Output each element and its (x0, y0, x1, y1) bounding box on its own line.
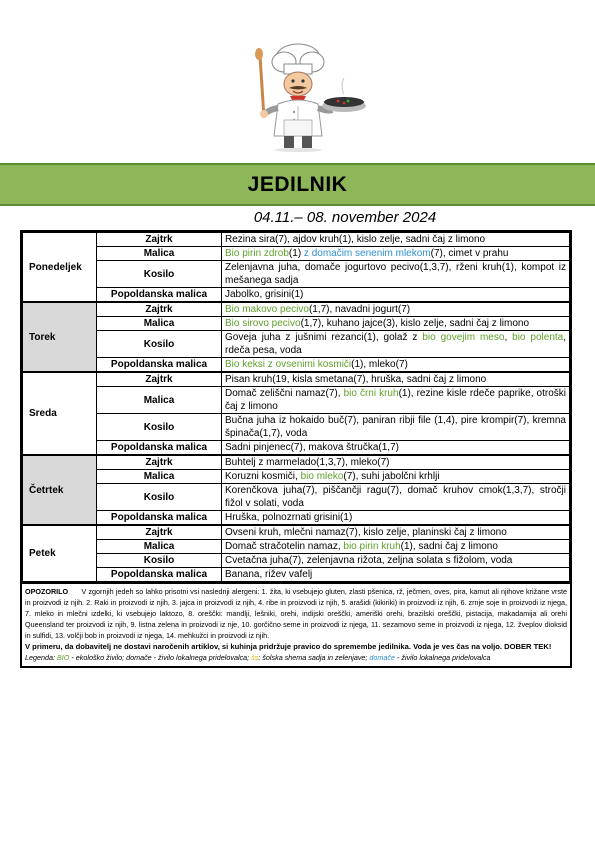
legend-label: Legenda: (25, 653, 55, 662)
bio-item: bio pirin kruh (343, 541, 401, 552)
meal-label: Zajtrk (97, 455, 222, 470)
dish-text (222, 261, 570, 288)
legend-local-text: - živilo lokalnega pridelovalca (395, 653, 491, 662)
dish-text (222, 470, 570, 484)
menu-row (23, 261, 570, 288)
dish-part: (1), mleko(7) (351, 359, 408, 370)
meal-label: Popoldanska malica (97, 568, 222, 582)
dish-part: (7), suhi jabolčni krhlji (343, 471, 440, 482)
chef-illustration (236, 40, 366, 152)
menu-row (23, 554, 570, 568)
dish-text (222, 441, 570, 456)
dish-part: Buhtelj z marmelado(1,3,7), mleko(7) (225, 457, 390, 468)
legend-ss-text: : šolska shema sadja in zelenjave; (258, 653, 370, 662)
legend (25, 652, 567, 663)
dish-part: Pisan kruh(19, kisla smetana(7), hruška, sadni čaj z limono (225, 374, 487, 385)
meal-label: Zajtrk (97, 233, 222, 247)
dish-part: Hruška, polnozrnati grisini(1) (225, 512, 353, 523)
bio-item: bio govejim meso (422, 332, 505, 343)
day-name: Torek (23, 302, 97, 372)
local-item: z domačim senenim mlekom (303, 248, 431, 259)
menu-table-body (23, 233, 570, 582)
dish-part: (1), rezine kisle rdeče paprike, otroški čaj z limono (225, 388, 567, 412)
dish-text (222, 387, 570, 414)
meal-label: Popoldanska malica (97, 511, 222, 526)
dish-part: (1), sadni čaj z limono (400, 541, 498, 552)
meal-label: Kosilo (97, 414, 222, 441)
allergen-notice (25, 586, 567, 641)
meal-label: Kosilo (97, 261, 222, 288)
menu-row (23, 484, 570, 511)
bio-item: bio črni kruh (343, 388, 399, 399)
dish-part: Cvetačna juha(7), zelenjavna rižota, zeljna solata s fižolom, voda (225, 555, 513, 566)
dish-part: Ovseni kruh, mlečni namaz(7), kislo zelje, planinski čaj z limono (225, 527, 507, 538)
legend-bio-text: - ekološko živilo; domače - živilo lokalnega pridelovalca; (69, 653, 252, 662)
dish-part: (1,7), navadni jogurt(7) (308, 304, 411, 315)
dish-part: (1,7), kuhano jajce(3), kislo zelje, sadni čaj z limono (300, 318, 530, 329)
bio-item: Bio makovo pecivo (225, 304, 309, 315)
menu-row (23, 302, 570, 317)
dish-part: , (504, 332, 513, 343)
menu-row (23, 470, 570, 484)
meal-label: Zajtrk (97, 302, 222, 317)
dish-part: Rezina sira(7), ajdov kruh(1), kislo zelje, sadni čaj z limono (225, 234, 486, 245)
dish-text (222, 288, 570, 303)
page-title: JEDILNIK (247, 172, 348, 196)
dish-part: Jabolko, grisini(1) (225, 289, 304, 300)
day-name: Ponedeljek (23, 233, 97, 303)
dish-text (222, 414, 570, 441)
meal-label: Malica (97, 470, 222, 484)
meal-label: Popoldanska malica (97, 441, 222, 456)
menu-table (20, 230, 572, 668)
legend-ss: šs (251, 653, 259, 662)
dish-part: Banana, rižev vafelj (225, 569, 313, 580)
dish-part: Zelenjavna juha, domače jogurtovo pecivo(1,3,7), rženi kruh(1), kompot iz mešanega sadja (225, 262, 566, 286)
meal-label: Zajtrk (97, 525, 222, 540)
menu-row (23, 233, 570, 247)
dish-text (222, 554, 570, 568)
dish-text (222, 247, 570, 261)
meal-label: Kosilo (97, 331, 222, 358)
dish-text (222, 317, 570, 331)
menu-row (23, 331, 570, 358)
menu-row (23, 511, 570, 526)
menu-row (23, 525, 570, 540)
dish-text (222, 455, 570, 470)
dish-text (222, 540, 570, 554)
dish-part: Korenčkova juha(7), piščančji ragu(7), domač kruhov cmok(1,3,7), stročji fižol v solati, voda (225, 485, 566, 509)
dish-text (222, 233, 570, 247)
dish-text (222, 358, 570, 373)
meal-label: Kosilo (97, 484, 222, 511)
dish-part: Koruzni kosmiči, (225, 471, 301, 482)
menu-row (23, 441, 570, 456)
meal-label: Malica (97, 247, 222, 261)
notes-heading: OPOZORILO (25, 587, 69, 596)
dish-part: Sadni pinjenec(7), makova štručka(1,7) (225, 442, 399, 453)
menu-row (23, 372, 570, 387)
dish-text (222, 331, 570, 358)
menu-row (23, 414, 570, 441)
meal-label: Malica (97, 540, 222, 554)
dish-text (222, 302, 570, 317)
meal-label: Malica (97, 317, 222, 331)
dish-part: Bučna juha iz hokaido buč(7), paniran ribji file (1,4), pire krompir(7), kremna špinača(1,7), voda (225, 415, 566, 439)
dish-text (222, 525, 570, 540)
menu-row (23, 568, 570, 582)
menu-row (23, 288, 570, 303)
meal-label: Malica (97, 387, 222, 414)
warning-text: V primeru, da dobavitelj ne dostavi naročenih artiklov, si kuhinja pridržuje pravico do spremembe jedilnika. Voda je ves čas na voljo. DOBER TEK! (25, 642, 552, 651)
menu-row (23, 387, 570, 414)
day-name: Sreda (23, 372, 97, 455)
dish-part: , rdeča pesa, voda (225, 332, 566, 356)
dish-text (222, 568, 570, 582)
menu-row (23, 455, 570, 470)
bio-item: Bio pirin zdrob (225, 248, 289, 259)
menu-row (23, 540, 570, 554)
dish-text (222, 511, 570, 526)
bio-item: bio mleko (300, 471, 344, 482)
bio-item: Bio sirovo pecivo (225, 318, 301, 329)
allergen-text: V zgornjih jedeh so lahko prisotni vsi naslednji alergeni: 1. žita, ki vsebujejo gluten, zlasti pšenica, rž, ječmen, oves, pira, kamut ali njihove križane vrste in proizvodi iz njih. 2. Raki in proizvodi iz njih, 3. jajca in proizvodi iz njih, 4. ribe in proizvodi iz njih, 5. arašidi (kikiriki) in proizvodi iz njih, 6. zrnje soje in proizvodi iz njega, 7. mleko in mlečni izdelki, ki vsebujejo laktozo, 8. oreščki: mandlji, lešniki, orehi, indijski oreščki, ameriški orehi, brazilski oreščki, pistacija, makadamija ali orehi Queensland ter proizvodi iz njih, 9. listna zelena in proizvodi iz nje, 10. gorčično seme in proizvodi iz njega, 11. sezamovo seme in proizvodi iz njega, 12. žveplov dioksid in sulfidi, 13. volčji bob in proizvodi iz njega, 14. mehkužci in proizvodi iz njih. (25, 587, 567, 640)
meal-label: Popoldanska malica (97, 288, 222, 303)
notes-section (22, 582, 570, 666)
title-banner (0, 163, 595, 206)
dish-part: (7), cimet v prahu (430, 248, 509, 259)
meal-label: Popoldanska malica (97, 358, 222, 373)
dish-text (222, 484, 570, 511)
day-name: Petek (23, 525, 97, 582)
dish-part: Domač zeliščni namaz(7), (225, 388, 344, 399)
dish-part: Domač stračotelin namaz, (225, 541, 344, 552)
day-name: Četrtek (23, 455, 97, 525)
dish-part: Goveja juha z jušnimi rezanci(1), golaž z (225, 332, 423, 343)
legend-local: domače (369, 653, 395, 662)
bio-item: Bio keksi z ovsenimi kosmiči (225, 359, 352, 370)
meal-label: Zajtrk (97, 372, 222, 387)
date-range: 04.11.– 08. november 2024 (253, 209, 437, 226)
dish-text (222, 372, 570, 387)
meal-label: Kosilo (97, 554, 222, 568)
dish-part: (1) (288, 248, 304, 259)
bio-item: bio polenta (512, 332, 564, 343)
menu-row (23, 247, 570, 261)
legend-bio: BIO (56, 653, 70, 662)
menu-row (23, 358, 570, 373)
menu-row (23, 317, 570, 331)
